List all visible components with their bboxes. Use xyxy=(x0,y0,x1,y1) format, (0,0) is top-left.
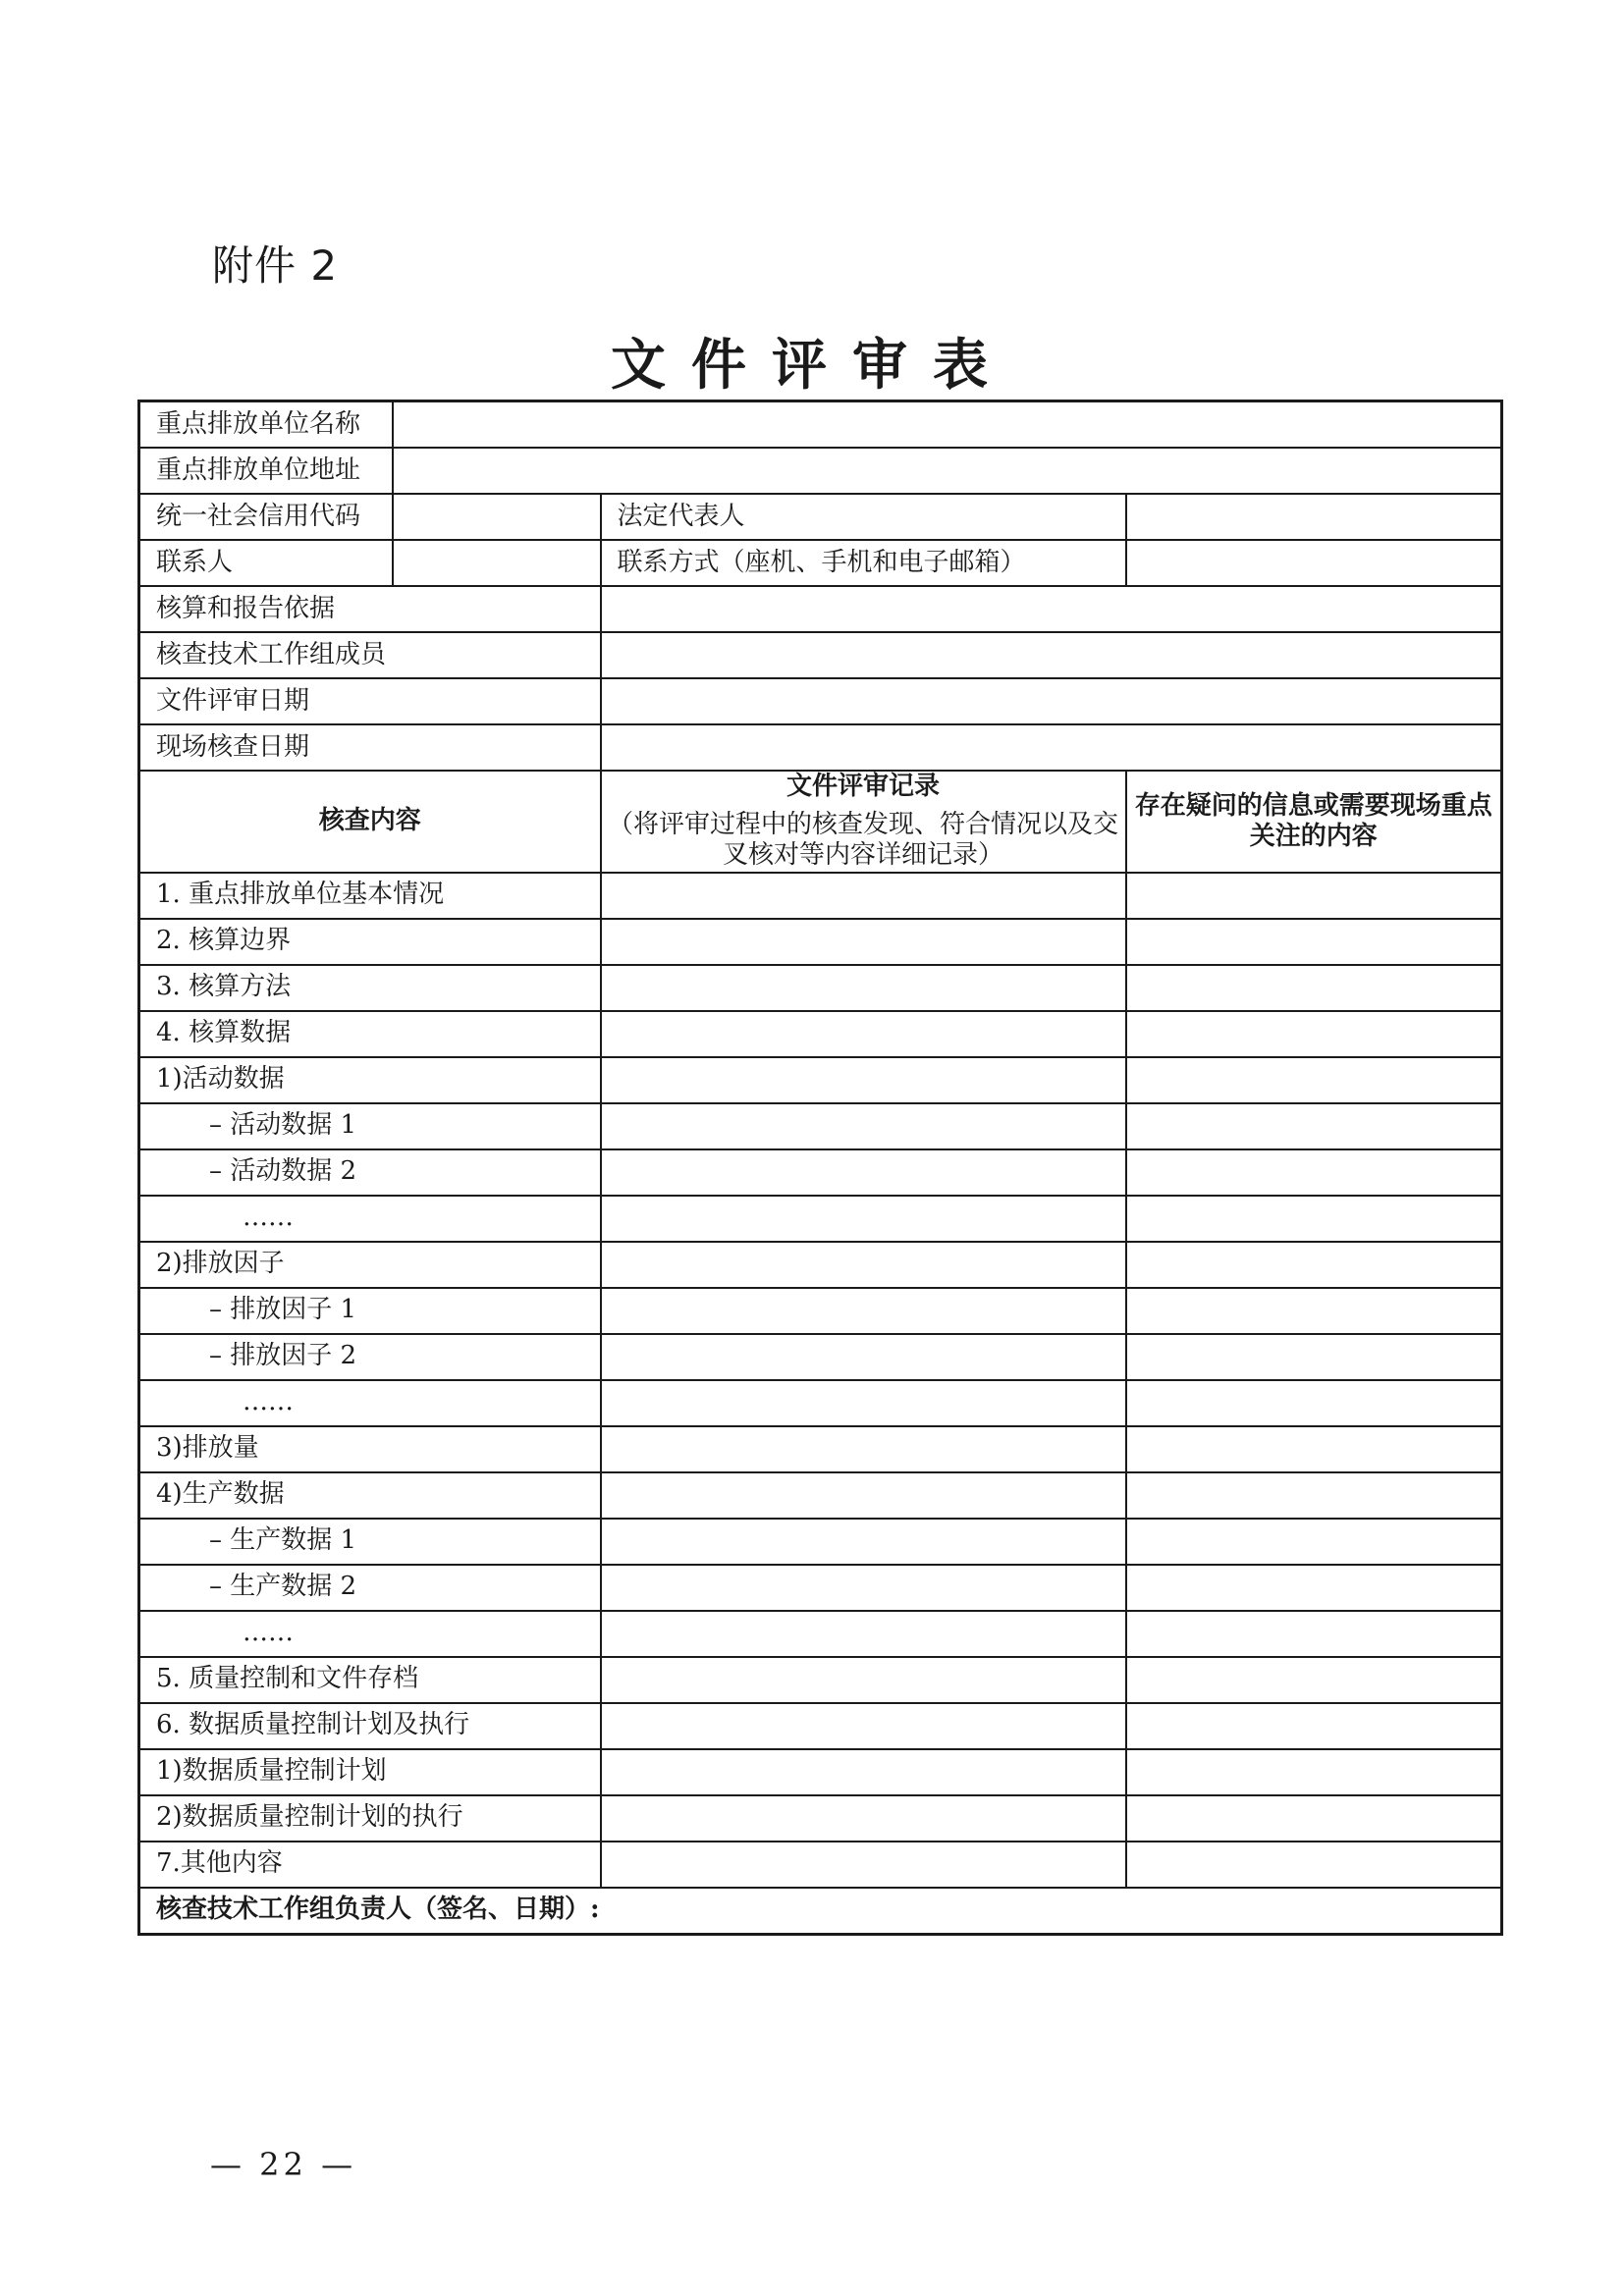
basis-label: 核算和报告依据 xyxy=(139,586,601,632)
unit-name-field[interactable] xyxy=(393,401,1502,449)
focus-content-cell[interactable] xyxy=(1126,1795,1502,1842)
review-record-cell[interactable] xyxy=(601,1011,1126,1057)
table-row xyxy=(139,1334,1502,1380)
legal-rep-label: 法定代表人 xyxy=(601,494,1126,540)
review-record-cell[interactable] xyxy=(601,1749,1126,1795)
focus-content-cell[interactable] xyxy=(1126,1565,1502,1611)
review-record-cell[interactable] xyxy=(601,1611,1126,1657)
row-basis xyxy=(139,586,1502,632)
table-row xyxy=(139,1196,1502,1242)
table-row xyxy=(139,1426,1502,1472)
review-record-cell[interactable] xyxy=(601,1426,1126,1472)
check-item-label: 1. 重点排放单位基本情况 xyxy=(139,873,601,919)
focus-content-cell[interactable] xyxy=(1126,1380,1502,1426)
check-item-label: – 排放因子 2 xyxy=(139,1334,601,1380)
header-focus-content: 存在疑问的信息或需要现场重点关注的内容 xyxy=(1126,771,1502,873)
focus-content-cell[interactable] xyxy=(1126,1149,1502,1196)
check-item-label: – 生产数据 2 xyxy=(139,1565,601,1611)
unit-address-label: 重点排放单位地址 xyxy=(139,448,393,494)
review-date-field[interactable] xyxy=(601,678,1502,724)
focus-content-cell[interactable] xyxy=(1126,919,1502,965)
form-title: 文件评审表 xyxy=(611,333,1013,398)
check-item-label: 2)数据质量控制计划的执行 xyxy=(139,1795,601,1842)
focus-content-cell[interactable] xyxy=(1126,1703,1502,1749)
table-row xyxy=(139,1242,1502,1288)
page-number: — 22 — xyxy=(210,2146,357,2183)
team-members-field[interactable] xyxy=(601,632,1502,678)
review-record-cell[interactable] xyxy=(601,1795,1126,1842)
row-contact xyxy=(139,540,1502,586)
focus-content-cell[interactable] xyxy=(1126,1011,1502,1057)
review-record-cell[interactable] xyxy=(601,1103,1126,1149)
table-row xyxy=(139,1657,1502,1703)
table-row xyxy=(139,1842,1502,1888)
review-record-cell[interactable] xyxy=(601,1842,1126,1888)
review-record-cell[interactable] xyxy=(601,1380,1126,1426)
table-row xyxy=(139,1057,1502,1103)
table-row xyxy=(139,873,1502,919)
site-date-field[interactable] xyxy=(601,724,1502,771)
check-item-label: …… xyxy=(139,1196,601,1242)
review-record-cell[interactable] xyxy=(601,1149,1126,1196)
table-row xyxy=(139,1519,1502,1565)
header-review-record xyxy=(601,771,1126,873)
focus-content-cell[interactable] xyxy=(1126,1749,1502,1795)
table-row xyxy=(139,1103,1502,1149)
focus-content-cell[interactable] xyxy=(1126,965,1502,1011)
check-item-label: – 活动数据 1 xyxy=(139,1103,601,1149)
table-row xyxy=(139,1011,1502,1057)
signature-row xyxy=(139,1888,1502,1935)
review-record-cell[interactable] xyxy=(601,1519,1126,1565)
table-row xyxy=(139,919,1502,965)
check-item-label: 2. 核算边界 xyxy=(139,919,601,965)
focus-content-cell[interactable] xyxy=(1126,1842,1502,1888)
credit-code-label: 统一社会信用代码 xyxy=(139,494,393,540)
review-record-cell[interactable] xyxy=(601,1334,1126,1380)
review-date-label: 文件评审日期 xyxy=(139,678,601,724)
contact-field[interactable] xyxy=(393,540,601,586)
table-row xyxy=(139,1611,1502,1657)
focus-content-cell[interactable] xyxy=(1126,1472,1502,1519)
credit-code-field[interactable] xyxy=(393,494,601,540)
check-item-label: 6. 数据质量控制计划及执行 xyxy=(139,1703,601,1749)
content-header-row xyxy=(139,771,1502,873)
review-record-cell[interactable] xyxy=(601,1242,1126,1288)
review-record-cell[interactable] xyxy=(601,965,1126,1011)
check-item-label: – 排放因子 1 xyxy=(139,1288,601,1334)
check-item-label: 1)数据质量控制计划 xyxy=(139,1749,601,1795)
row-team-members xyxy=(139,632,1502,678)
unit-address-field[interactable] xyxy=(393,448,1502,494)
check-item-label: …… xyxy=(139,1380,601,1426)
review-record-cell[interactable] xyxy=(601,1565,1126,1611)
row-site-date xyxy=(139,724,1502,771)
check-item-label: – 活动数据 2 xyxy=(139,1149,601,1196)
table-row xyxy=(139,1288,1502,1334)
focus-content-cell[interactable] xyxy=(1126,1519,1502,1565)
check-item-label: 7.其他内容 xyxy=(139,1842,601,1888)
review-record-cell[interactable] xyxy=(601,1703,1126,1749)
review-record-cell[interactable] xyxy=(601,1288,1126,1334)
attachment-label: 附件 2 xyxy=(212,241,339,290)
header-review-record-title: 文件评审记录 xyxy=(785,772,940,801)
check-item-label: 3)排放量 xyxy=(139,1426,601,1472)
table-row xyxy=(139,1472,1502,1519)
contact-method-label: 联系方式（座机、手机和电子邮箱） xyxy=(601,540,1126,586)
basis-field[interactable] xyxy=(601,586,1502,632)
check-item-label: 4)生产数据 xyxy=(139,1472,601,1519)
review-record-cell[interactable] xyxy=(601,1472,1126,1519)
review-record-cell[interactable] xyxy=(601,873,1126,919)
table-row xyxy=(139,1703,1502,1749)
site-date-label: 现场核查日期 xyxy=(139,724,601,771)
contact-label: 联系人 xyxy=(139,540,393,586)
unit-name-label: 重点排放单位名称 xyxy=(139,401,393,449)
check-items xyxy=(139,873,1502,1888)
focus-content-cell[interactable] xyxy=(1126,1657,1502,1703)
row-unit-name xyxy=(139,401,1502,449)
team-members-label: 核查技术工作组成员 xyxy=(139,632,601,678)
check-item-label: 4. 核算数据 xyxy=(139,1011,601,1057)
check-item-label: – 生产数据 1 xyxy=(139,1519,601,1565)
check-item-label: 3. 核算方法 xyxy=(139,965,601,1011)
row-unit-address xyxy=(139,448,1502,494)
focus-content-cell[interactable] xyxy=(1126,1426,1502,1472)
review-form-table xyxy=(137,400,1503,1936)
signature-label: 核查技术工作组负责人（签名、日期）: xyxy=(139,1888,1502,1935)
review-record-cell[interactable] xyxy=(601,1057,1126,1103)
focus-content-cell[interactable] xyxy=(1126,873,1502,919)
focus-content-cell[interactable] xyxy=(1126,1196,1502,1242)
table-row xyxy=(139,1149,1502,1196)
check-item-label: 1)活动数据 xyxy=(139,1057,601,1103)
legal-rep-field[interactable] xyxy=(1126,494,1502,540)
header-check-content: 核查内容 xyxy=(139,771,601,873)
table-row xyxy=(139,1749,1502,1795)
review-record-cell[interactable] xyxy=(601,1196,1126,1242)
focus-content-cell[interactable] xyxy=(1126,1103,1502,1149)
contact-method-field[interactable] xyxy=(1126,540,1502,586)
row-review-date xyxy=(139,678,1502,724)
focus-content-cell[interactable] xyxy=(1126,1242,1502,1288)
focus-content-cell[interactable] xyxy=(1126,1611,1502,1657)
table-row xyxy=(139,1380,1502,1426)
check-item-label: 5. 质量控制和文件存档 xyxy=(139,1657,601,1703)
review-record-cell[interactable] xyxy=(601,1657,1126,1703)
check-item-label: 2)排放因子 xyxy=(139,1242,601,1288)
header-review-record-note: （将评审过程中的核查发现、符合情况以及交叉核对等内容详细记录） xyxy=(607,810,1118,871)
table-row xyxy=(139,965,1502,1011)
table-row xyxy=(139,1795,1502,1842)
focus-content-cell[interactable] xyxy=(1126,1057,1502,1103)
table-row xyxy=(139,1565,1502,1611)
row-credit-code xyxy=(139,494,1502,540)
focus-content-cell[interactable] xyxy=(1126,1334,1502,1380)
check-item-label: …… xyxy=(139,1611,601,1657)
focus-content-cell[interactable] xyxy=(1126,1288,1502,1334)
review-record-cell[interactable] xyxy=(601,919,1126,965)
